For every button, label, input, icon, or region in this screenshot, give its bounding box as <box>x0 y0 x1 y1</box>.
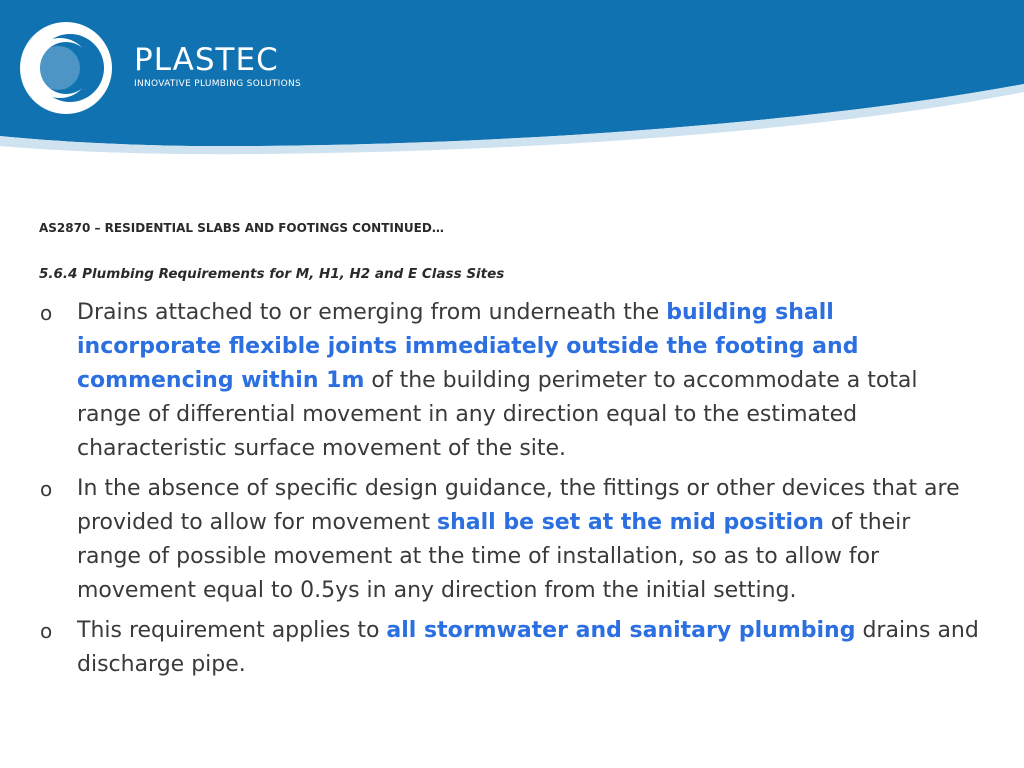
header-banner <box>0 0 1024 160</box>
bullet-text-before: In the absence of specific design guidance, the fittings or other devices that are provided to allow for movement <box>77 476 960 535</box>
plastec-logo-icon <box>20 22 112 114</box>
sub-heading: 5.6.4 Plumbing Requirements for M, H1, H2 and E Class Sites <box>39 266 505 282</box>
bullet-circle-icon: o <box>40 477 53 501</box>
brand-name: PLASTEC <box>134 42 279 78</box>
bullet-highlight: building shall incorporate flexible joints immediately outside the footing and commencing within 1m <box>77 300 859 393</box>
bullet-circle-icon: o <box>40 619 53 643</box>
bullet-text-before: Drains attached to or emerging from underneath the <box>77 300 667 325</box>
bullet-highlight: shall be set at the mid position <box>437 510 824 535</box>
section-heading: AS2870 – RESIDENTIAL SLABS AND FOOTINGS CONTINUED… <box>39 221 444 235</box>
bullet-text-after: of their range of possible movement at the time of installation, so as to allow for movement equal to 0.5ys in any direction from the initial setting. <box>77 510 911 603</box>
brand-tagline: INNOVATIVE PLUMBING SOLUTIONS <box>134 79 302 89</box>
list-item <box>40 614 980 682</box>
bullet-circle-icon: o <box>40 301 53 325</box>
list-item <box>40 296 980 466</box>
bullet-text-after: of the building perimeter to accommodate a total range of differential movement in any direction equal to the estimated characteristic surface movement of the site. <box>77 368 918 461</box>
bullet-text-before: This requirement applies to <box>77 618 387 643</box>
bullet-highlight: all stormwater and sanitary plumbing <box>386 618 856 643</box>
bullet-text-after: drains and discharge pipe. <box>77 618 979 677</box>
list-item <box>40 472 980 608</box>
brand-logo <box>134 42 301 90</box>
requirements-list <box>40 296 980 688</box>
